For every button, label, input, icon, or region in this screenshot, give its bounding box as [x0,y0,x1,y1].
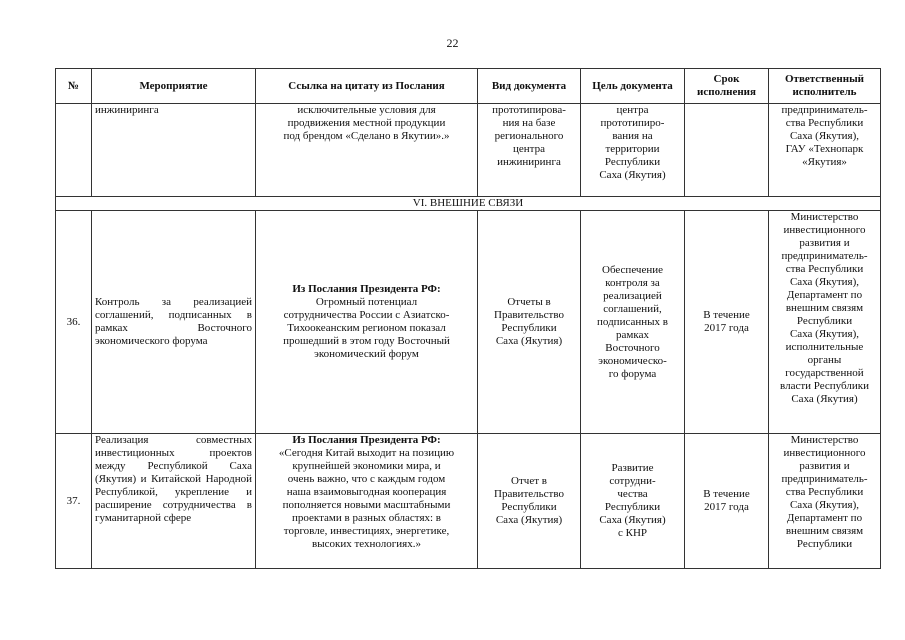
text-line: Саха (Якутия), [789,130,860,142]
text-line: сотрудни- [609,475,656,487]
events-table [55,68,881,569]
text-line: развития и [799,460,850,472]
text-line: Министерство [790,434,859,446]
text-line: Отчет в [511,475,547,487]
row-event: Контроль за реализацией соглашений, подписанных в рамках Восточного экономического форума [92,211,256,434]
cont-num [56,104,92,197]
table-header-row [56,69,881,104]
text-line: исключительные условия для [297,104,436,116]
text-line: предприниматель- [781,250,868,262]
text-line: В течение [703,488,750,500]
text-line: 2017 года [704,322,749,334]
header-goal: Цель документа [581,69,685,104]
text-line: подписанных в [597,315,668,328]
text-line: соглашений, [603,302,662,315]
text-line: предприниматель- [781,104,868,116]
header-deadline: Срок исполнения [685,69,769,104]
text-line: центра [616,104,649,116]
text-line: территории [605,143,660,155]
text-line: инвестиционного [783,447,866,459]
text-line: Саха (Якутия) [599,514,666,526]
text-line: ства Республики [785,486,864,498]
text-line: чества [617,488,648,500]
quote-text [259,447,474,551]
text-line: Республики [604,501,661,513]
text-line: Отчеты в [507,296,551,308]
text-line: 2017 года [704,501,749,513]
text-line: продвижения местной продукции [287,117,446,129]
text-line: Обеспечение [602,263,663,276]
text-line: «Якутия» [802,156,847,168]
cont-quote [256,104,478,197]
cont-event: инжиниринга [92,104,256,197]
text-line: Правительство [494,309,564,321]
text-line: предприниматель- [781,473,868,485]
page-number: 22 [446,36,459,50]
row-doc-type [478,434,581,569]
section-row [56,197,881,211]
text-line: Министерство [790,211,859,223]
text-line: наша взаимовыгодная кооперация [286,486,447,498]
text-line: исполнительные [785,341,864,353]
header-quote: Ссылка на цитату из Послания [256,69,478,104]
text-line: торговле, инвестициях, энергетике, [283,525,450,537]
row-executor [769,434,881,569]
text-line: Развитие [611,462,654,474]
text-line: ства Республики [785,117,864,129]
text-line: ГАУ «Технопарк [785,143,864,155]
text-line: Республики [501,501,557,513]
text-line: Саха (Якутия), [789,499,860,511]
cont-deadline [685,104,769,197]
text-line: сотрудничества России с Азиатско- [283,309,450,321]
text-line: под брендом «Сделано в Якутии».» [283,130,450,142]
text-line: развития и [799,237,850,249]
text-line: Огромный потенциал [315,296,418,308]
row-event: Реализация совместных инвестиционных проектов между Республикой Саха (Якутия) и Китайской Народной Республикой, укрепление и расширение сотрудничества в гуманитарной сфере [92,434,256,569]
text-line: рамках [616,328,649,341]
text-line: Тихоокеанским регионом показал [287,322,446,334]
text-line: экономический форум [314,348,419,360]
text-line: В течение [703,309,750,321]
text-line: прототипирова- [492,104,566,116]
text-line: регионального [494,130,564,142]
row-executor [769,211,881,434]
text-line: власти Республики [780,380,869,392]
header-event: Мероприятие [92,69,256,104]
text-line: с КНР [617,527,648,539]
header-num: № [56,69,92,104]
text-line: Саха (Якутия), [789,276,860,288]
text-line: реализацией [603,289,662,302]
quote-heading: Из Послания Президента РФ: [292,434,441,446]
text-line: крупнейшей экономики мира, и [292,460,441,472]
text-line: Республики [796,315,853,327]
text-line: инвестиционного [783,224,866,236]
text-line: Республики [604,156,661,168]
text-line: Саха (Якутия) [599,169,666,181]
row-deadline [685,211,769,434]
text-line: Саха (Якутия) [791,393,858,405]
table-row-36 [56,211,881,434]
text-line: «Сегодня Китай выходит на позицию [278,447,455,459]
text-line: органы [807,354,842,366]
text-line: Саха (Якутия), [789,328,860,340]
row-number: 36. [56,211,92,434]
row-deadline [685,434,769,569]
row-goal [581,211,685,434]
text-line: Правительство [494,488,564,500]
text-line: Восточного [605,341,660,354]
text-line: внешним связям [785,525,864,537]
section-title: VI. ВНЕШНИЕ СВЯЗИ [56,197,881,211]
text-line: Департамент по [786,512,863,524]
row-quote [256,211,478,434]
row-doc-type [478,211,581,434]
table-row-37 [56,434,881,569]
text-line: Департамент по [786,289,863,301]
text-line: прошедший в этом году Восточный [283,335,450,347]
text-line: государственной [785,367,864,379]
text-line: высоких технологиях.» [312,538,421,550]
text-line: проектами в разных областях: в [291,512,442,524]
quote-heading: Из Послания Президента РФ: [292,283,441,295]
cont-executor [769,104,881,197]
row-number: 37. [56,434,92,569]
row-goal [581,434,685,569]
text-line: экономическо- [598,354,667,367]
text-line: Саха (Якутия) [495,514,563,526]
cont-goal [581,104,685,197]
text-line: прототипиро- [600,117,665,129]
text-line: очень важно, что с каждым годом [287,473,446,485]
text-line: внешним связям [785,302,864,314]
quote-text [259,296,474,361]
text-line: пополняется новыми масштабными [282,499,451,511]
cont-doc-type [478,104,581,197]
row-quote [256,434,478,569]
text-line: центра [513,143,545,155]
text-line: ства Республики [785,263,864,275]
header-executor: Ответственный исполнитель [769,69,881,104]
text-line: инжиниринга [497,156,561,168]
text-line: Саха (Якутия) [495,335,563,347]
text-line: контроля за [605,276,660,289]
text-line: Республики [501,322,557,334]
text-line: вания на [612,130,653,142]
text-line: го форума [608,367,657,380]
table-row-continuation [56,104,881,197]
header-doc-type: Вид документа [478,69,581,104]
text-line: Республики [796,538,853,550]
text-line: ния на базе [502,117,556,129]
